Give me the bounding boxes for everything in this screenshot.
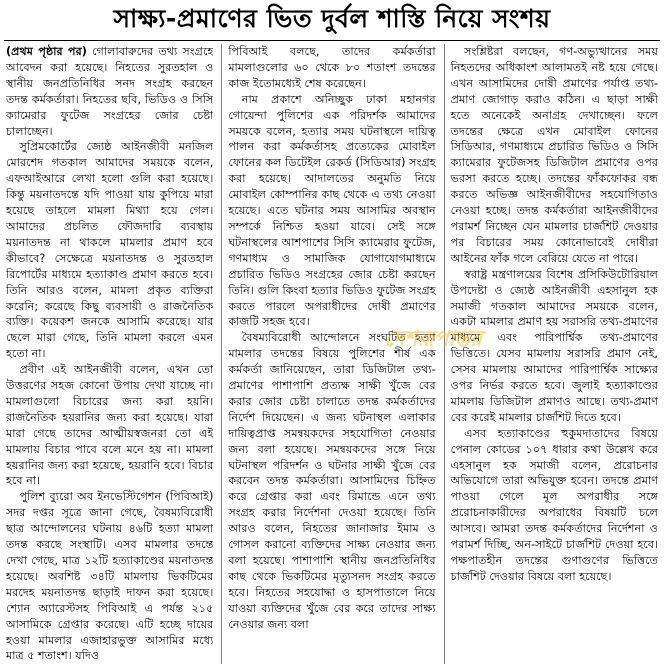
article-paragraph: প্রবীণ এই আইনজীবী বলেন, এখন তো উত্তরণের সহজ কোনো উপায় দেখা যাচ্ছে না। মামলাগুলো বিচারের জন্য করা হয়নি। রাজনৈতিক হয়রানির জন্য করা হয়েছে। যারা মারা গেছে তাদের আত্মীয়স্বজনরা তো এই মামলায় বিচার পাবে বলে মনে হয় না। মামলা হয়রানির জন্য করা হয়েছে, হয়রানি হবে। বিচার হবে না।: [6, 363, 214, 488]
article-headline: সাক্ষ্য-প্রমাণের ভিত দুর্বল শাস্তি নিয়ে সংশয়: [113, 3, 551, 33]
paragraph-text: গোলাবারুদের তথ্য সংগ্রহে আবেদন করা হয়েছে। নিহতের সুরতহাল ও স্থানীয় জনপ্রতিনিধির সনদ সংগ্রহ করছেন তদন্ত কর্মকর্তারা। নিহতের ছবি, ভিডিও ও সিসি ক্যামেরার ফুটেজ সংগ্রহের জোর চেষ্টা চালাচ্ছেন।: [6, 45, 214, 138]
article-paragraph: সংশ্লিষ্টরা বলছেন, গণ-অভ্যুত্থানের সময় নিহতদের অধিকাংশ আলামতই নষ্ট হয়ে গেছে। এখন আসামিদের দোষী প্রমাণের পর্যাপ্ত তথ্য-প্রমাণ জোগাড় করাও কঠিন। এ ছাড়া সাক্ষী হতে অনেকেই অনাগ্রহ দেখাচ্ছেন। ফলে তদন্তের ক্ষেত্রে এখন মোবাইল ফোনের সিডিআর, গণমাধ্যমে প্রচারিত ভিডিও ও সিসি ক্যামেরার ফুটেজসহ ডিজিটাল প্রমাণের ওপর ভরসা করতে হচ্ছে। তদন্তের ফাঁকফোকর বন্ধ করতে অভিজ্ঞ আইনজীবীদের সহযোগিতাও নেওয়া হচ্ছে। তদন্ত কর্মকর্তারা আইনজীবীদের পরামর্শ নিচ্ছেন যেন মামলার চার্জশিট দেওয়ার পর বিচারের সময় কোনোভাবেই দোষীরা আইনের ফাঁক গলে বেরিয়ে যেতে না পারে।: [450, 45, 658, 265]
article-paragraph: [6, 44, 213, 139]
continuation-label: (প্রথম পৃষ্ঠার পর): [6, 45, 87, 58]
article-paragraph: এসব হত্যাকাণ্ডের হুকুমদাতাদের বিষয়ে পেনাল কোডের ১০৭ ধারার কথা উল্লেখ করে এহসানুল হক সমাজী বলেন, প্ররোচনার অভিযোগে তারা অভিযুক্ত হবেন। তদন্তে প্রমাণ পাওয়া গেলে মূল অপরাধীর সঙ্গে প্ররোচনাকারীদের অপরাধের বিষয়টি চলে আসবে। আমরা তদন্ত কর্মকর্তাদের নির্দেশনা ও পরামর্শ দিচ্ছি, অন-সাইটে চার্জশিট দেওয়া হবে। পক্ষপাতহীন তদন্তের গুণাগুণের ভিত্তিতে চার্জশিট দেওয়ার বিষয়ে বলা হয়েছে।: [450, 426, 658, 583]
article-paragraph: পিবিআই বলছে, তাদের কর্মকর্তারা মামলাগুলোর ৬০ থেকে ৮০ শতাংশ তদন্তের কাজ ইতোমধ্যেই শেষ করেছেন।: [228, 45, 436, 90]
article-paragraph: নাম প্রকাশে অনিচ্ছুক ঢাকা মহানগর গোয়েন্দা পুলিশের এক পরিদর্শক আমাদের সময়কে বলেন, হত্যার সময় ঘটনাস্থলে দায়িত্ব পালন করা কর্মকর্তাসহ প্রত্যেকের মোবাইল ফোনের কল ডিটেইল রেকর্ড (সিডিআর) সংগ্রহ করা হয়েছে। আদালতের অনুমতি নিয়ে মোবাইল কোম্পানির কাছ থেকে এ তথ্য নেওয়া হয়েছে। এতে ঘটনার সময় আসামির অবস্থান সম্পর্কে নিশ্চিত হওয়া যাবে। সেই সঙ্গে ঘটনাস্থলের আশপাশের সিসি ক্যামেরার ফুটেজ, গণমাধ্যম ও সামাজিক যোগাযোগমাধ্যমে প্রচারিত ভিডিও সংগ্রহের জোর চেষ্টা করছেন তিনি। গুলি কিংবা হত্যার ভিডিও ফুটেজ সংগ্রহ করতে পারলে অপরাধীদের দোষী প্রমাণের কাজটি সহজ হবে।: [228, 92, 436, 329]
article-paragraph: সুপ্রিমকোর্টের জ্যেষ্ঠ আইনজীবী মনজিল মোরশেদ গতকাল আমাদের সময়কে বলেন, এফআইআরে লেখা হলো গুলি করা হয়েছে। কিন্তু ময়নাতদন্তে যদি পাওয়া যায় কুপিয়ে মারা হয়েছে তাহলে মামলা মিথ্যা হয়ে গেল। আমাদের প্রচলিত ফৌজদারি ব্যবস্থায় ময়নাতদন্ত না থাকলে মামলার প্রমাণ হবে কীভাবে? সেক্ষেত্রে ময়নাতদন্ত ও সুরতহাল রিপোর্টের মাধ্যমে হত্যাকাণ্ড প্রমাণ করতে হবে। তিনি আরও বলেন, মামলা প্রকৃত ব্যক্তিরা করেনি; করেছে কিছু ব্যবসায়ী ও রাজনৈতিক ব্যক্তি। কয়েকশ জনকে আসামি করেছে। যার ছেলে মারা গেছে, তিনি মামলা করলে এমন হতো না।: [6, 140, 214, 361]
article-paragraph: বৈষম্যবিরোধী আন্দোলনে সংঘটিত হত্যা মামলার তদন্তের বিষয়ে পুলিশের শীর্ষ এক কর্মকর্তা জানিয়েছেন, তারা ডিজিটাল তথ্য-প্রমাণের পাশাপাশি প্রত্যক্ষ সাক্ষী খুঁজে বের করার জোর চেষ্টা চালাতে তদন্ত কর্মকর্তাদের নির্দেশ দিয়েছেন। এ জন্য ঘটনাস্থল এলাকার দায়িত্বপ্রাপ্ত সমন্বয়কদের সহযোগিতা নেওয়ার জন্য বলা হয়েছে। সমন্বয়কদের সঙ্গে নিয়ে ঘটনাস্থল পরিদর্শন ও ঘটনার সাক্ষী খুঁজে বের করবেন তদন্ত কর্মকর্তারা। আসামিদের চিহ্নিত করে গ্রেপ্তার করা এবং রিমান্ডে এনে তথ্য সংগ্রহ করার নির্দেশনা দেওয়া হয়েছে। তিনি আরও বলেন, নিহতের জানাজার ইমাম ও গোসল করানো ব্যক্তিদের সাক্ষ্য নেওয়ার জন্য বলা হয়েছে। পাশাপাশি স্থানীয় জনপ্রতিনিধির কাছ থেকে ভিকটিমের মৃত্যুসনদ সংগ্রহ করতে হবে। নিহতের সহযোদ্ধা ও হাসপাতালে নিয়ে যাওয়া ব্যক্তিদের খুঁজে বের করে তাদের সাক্ষ্য নেওয়ার জন্য বলা: [228, 331, 436, 631]
article-paragraph: পুলিশ ব্যুরো অব ইনভেস্টিগেশন (পিবিআই) সদর দপ্তর সূত্রে জানা গেছে, বৈষম্যবিরোধী ছাত্র আন্দোলনের ঘটনায় ৪৬টি হত্যা মামলা তদন্ত করছে সংস্থাটি। এসব মামলার তদন্তে দেখা গেছে, মাত্র ১২টি হত্যাকাণ্ডের ময়নাতদন্ত হয়েছে। অবশিষ্ট ৩৪টি মামলায় ভিকটিমের মরদেহ ময়নাতদন্ত ছাড়াই দাফন করা হয়েছে। শ্যোন অ্যারেস্টসহ পিবিআই এ পর্যন্ত ২১৫ আসামিকে গ্রেপ্তার করেছে। এটি হচ্ছে দায়ের হওয়া মামলার এজাহারভুক্ত আসামির মধ্যে মাত্র ৫ শতাংশ। যদিও: [6, 490, 214, 663]
article-column-2: [221, 44, 435, 664]
article-body: [6, 44, 658, 664]
article-column-3: [444, 44, 658, 664]
headline-rule: [4, 40, 660, 41]
publisher-watermark: দেশরূপান্তর: [383, 325, 483, 352]
article-column-1: [6, 44, 213, 664]
article-paragraph: স্বরাষ্ট্র মন্ত্রণালয়ের বিশেষ প্রসিকিউটোরিয়াল উপদেষ্টা ও জ্যেষ্ঠ আইনজীবী এহসানুল হক সমাজী গতকাল আমাদের সময়কে বলেন, একটা মামলার প্রমাণ হয় সরাসরি তথ্য-প্রমাণের মাধ্যমে এবং পারিপার্শ্বিক তথ্য-প্রমাণের ভিত্তিতে। যেসব মামলায় সরাসরি প্রমাণ নেই, সেসব মামলায় আমাদের পারিপার্শ্বিক সাক্ষ্যের ওপর নির্ভর করতে হবে। জুলাই হত্যাকাণ্ডের মামলায় ডিজিটাল প্রমাণও আছে। তথ্য-প্রমাণ বের করেই মামলার চার্জশিট দিতে হবে।: [450, 267, 658, 424]
